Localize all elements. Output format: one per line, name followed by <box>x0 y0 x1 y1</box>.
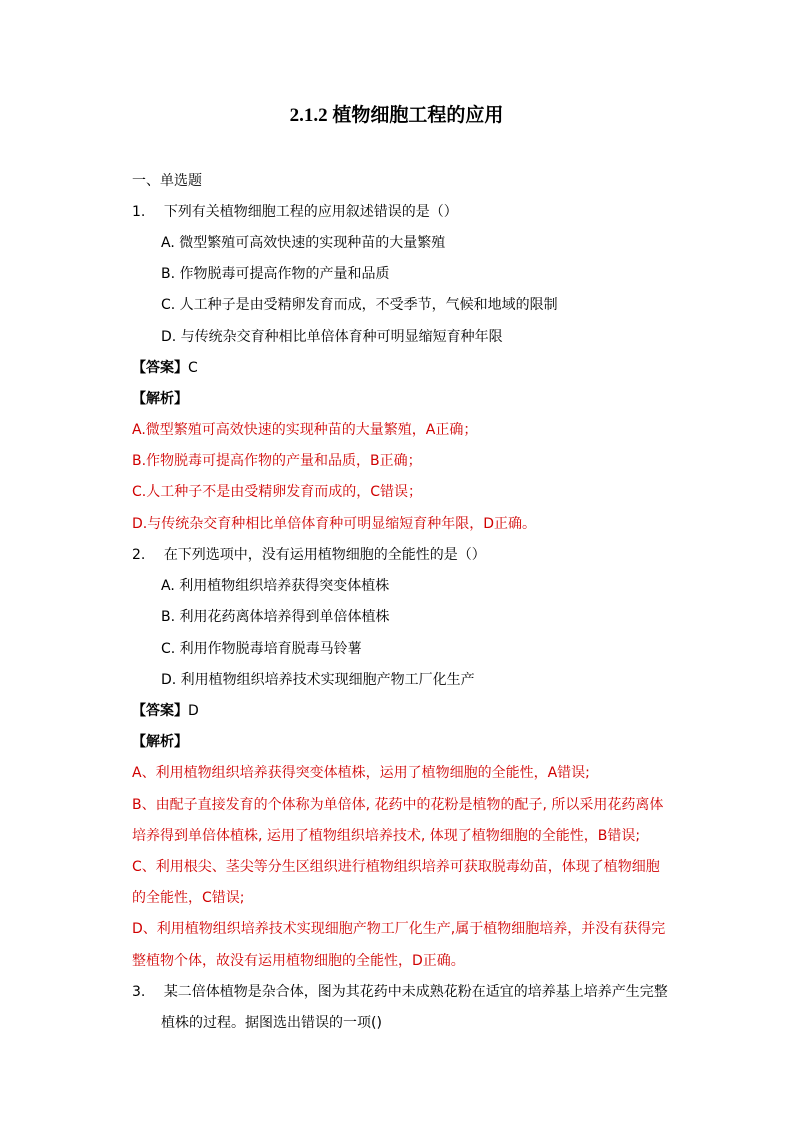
question-number: 1. <box>132 204 146 220</box>
analysis-line: A.微型繁殖可高效快速的实现种苗的大量繁殖，A正确； <box>132 422 478 438</box>
option-c: C. 人工种子是由受精卵发育而成，不受季节，气候和地域的限制 <box>161 297 558 313</box>
question-number: 2. <box>132 547 146 563</box>
option-a: A. 微型繁殖可高效快速的实现种苗的大量繁殖 <box>161 235 446 251</box>
question-stem: 某二倍体植物是杂合体，图为其花药中未成熟花粉在适宜的培养基上培养产生完整 <box>163 984 668 1000</box>
question-2 <box>132 545 486 565</box>
analysis-line: D、利用植物组织培养技术实现细胞产物工厂化生产,属于植物细胞培养，并没有获得完 <box>132 921 666 937</box>
answer-value: D <box>188 703 199 719</box>
question-number: 3. <box>132 984 146 1000</box>
option-d: D. 与传统杂交育种相比单倍体育种可明显缩短育种年限 <box>161 329 503 345</box>
analysis-line: D.与传统杂交育种相比单倍体育种可明显缩短育种年限，D正确。 <box>132 516 537 532</box>
answer-line <box>132 701 199 721</box>
answer-value: C <box>188 360 198 376</box>
page-title: 2.1.2 植物细胞工程的应用 <box>289 105 504 126</box>
analysis-line: C、利用根尖、茎尖等分生区组织进行植物组织培养可获取脱毒幼苗，体现了植物细胞 <box>132 859 660 875</box>
analysis-line: 培养得到单倍体植株, 运用了植物组织培养技术, 体现了植物细胞的全能性，B错误; <box>132 828 641 844</box>
question-stem-continued: 植株的过程。据图选出错误的一项() <box>161 1015 382 1031</box>
analysis-line: C.人工种子不是由受精卵发育而成的，C错误； <box>132 484 422 500</box>
section-heading: 一、单选题 <box>132 173 202 189</box>
question-1 <box>132 202 458 222</box>
answer-tag: 【答案】 <box>132 703 188 719</box>
answer-tag: 【答案】 <box>132 360 188 376</box>
option-c: C. 利用作物脱毒培育脱毒马铃薯 <box>161 641 362 657</box>
option-d: D. 利用植物组织培养技术实现细胞产物工厂化生产 <box>161 672 475 688</box>
analysis-line: B、由配子直接发育的个体称为单倍体, 花药中的花粉是植物的配子, 所以采用花药离体 <box>132 797 664 813</box>
option-b: B. 作物脱毒可提高作物的产量和品质 <box>161 266 390 282</box>
analysis-line: 整植物个体，故没有运用植物细胞的全能性，D正确。 <box>132 953 465 969</box>
analysis-line: B.作物脱毒可提高作物的产量和品质，B正确； <box>132 453 422 469</box>
question-stem: 下列有关植物细胞工程的应用叙述错误的是（） <box>163 204 458 220</box>
analysis-line: 的全能性，C错误; <box>132 890 245 906</box>
option-a: A. 利用植物组织培养获得突变体植株 <box>161 578 390 594</box>
option-b: B. 利用花药离体培养得到单倍体植株 <box>161 609 390 625</box>
analysis-line: A、利用植物组织培养获得突变体植株，运用了植物细胞的全能性，A错误; <box>132 765 590 781</box>
analysis-tag: 【解析】 <box>132 391 188 407</box>
analysis-tag: 【解析】 <box>132 734 188 750</box>
answer-line <box>132 358 198 378</box>
question-3 <box>132 982 668 1002</box>
question-stem: 在下列选项中，没有运用植物细胞的全能性的是（） <box>163 547 486 563</box>
